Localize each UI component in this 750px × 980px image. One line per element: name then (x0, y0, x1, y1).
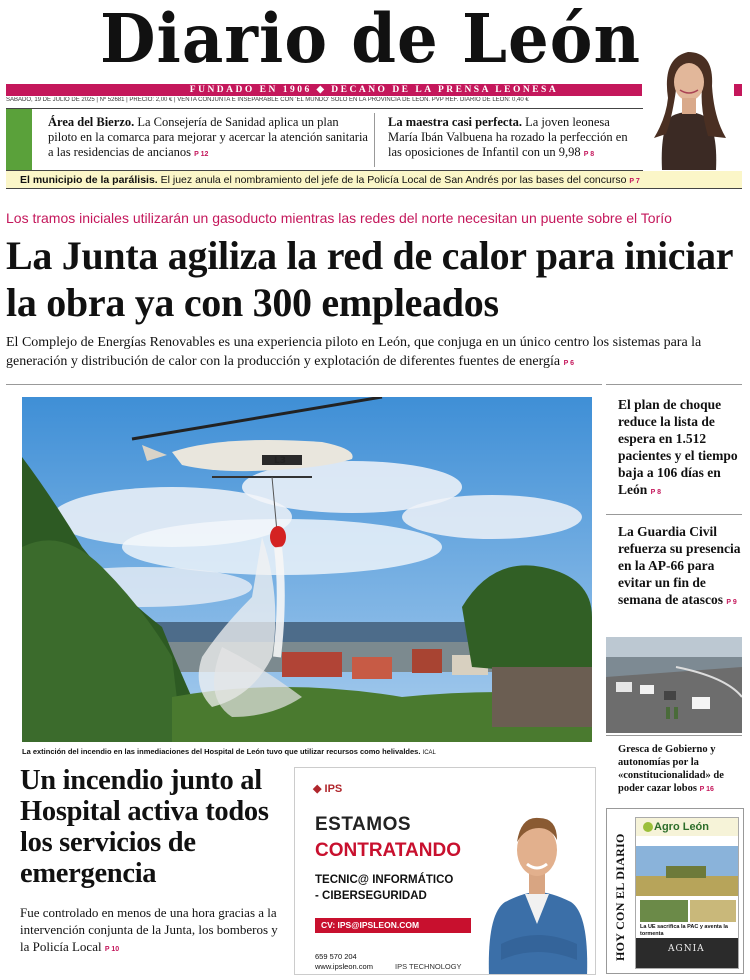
teaser-bierzo-text: La Consejería de Sanidad aplica un plan piloto en la comarca para mejorar y acercar la atención sanitaria a las residencias de ancianos (48, 115, 368, 159)
divider (374, 113, 375, 167)
founded-banner: FUNDADO EN 1906 ◆ DECANO DE LA PRENSA LEONESA (6, 84, 742, 96)
teaser-maestra[interactable] (388, 115, 638, 162)
divider (606, 514, 742, 515)
teaser-maestra-lead: La maestra casi perfecta. (388, 115, 522, 129)
main-story-headline[interactable]: La Junta agiliza la red de calor para iniciar la obra ya con 300 empleados (6, 233, 733, 325)
main-story-lead-text: El Complejo de Energías Renovables es una experiencia piloto en León, que conjuga en un único centro los sistemas para la generación y distribución de calor con la producción y explotación de diferentes fuentes de energía (6, 335, 702, 369)
page-ref: P 10 (104, 946, 120, 953)
sidebar-story-guardia-text: La Guardia Civil refuerza su presencia en la AP-66 para evitar un fin de semana de atascos (618, 524, 741, 607)
dateline: SÁBADO, 19 DE JULIO DE 2025 | Nº 52681 | PRECIO: 2,00 € | VENTA CONJUNTA E INSEPARABLE CON 'EL MUNDO' SÓLO EN LA PROVINCIA DE LEÓN. PVP REF. DIARIO DE LEÓN: 0,40 € (6, 97, 529, 103)
hoy-con-el-diario-box (606, 808, 744, 974)
sidebar-story-gresca-text: Gresca de Gobierno y autonomías por la «constitucionalidad» de poder cazar lobos (618, 744, 724, 794)
ad-line-tecnico: TECNIC@ INFORMÁTICO (315, 874, 454, 886)
hoy-label: HOY CON EL DIARIO (613, 833, 627, 961)
agro-leon-supplement[interactable] (635, 817, 739, 969)
page-ref: P 16 (699, 786, 714, 793)
fire-story-headline[interactable]: Un incendio junto al Hospital activa todos los servicios de emergencia (20, 765, 269, 889)
ad-line-contratando: CONTRATANDO (315, 840, 461, 861)
sidebar-story-plan-text: El plan de choque reduce la lista de espera en 1.512 pacientes y el tiempo baja a 106 días en León (618, 397, 738, 497)
page-ref: P 12 (194, 151, 209, 158)
fire-story-body-text: Fue controlado en menos de una hora gracias a la intervención conjunta de la Junta, los bomberos y la Policía Local (20, 905, 278, 954)
yellow-bar-text: El juez anula el nombramiento del jefe de la Policía Local de San Andrés por las bases del concurso (157, 174, 627, 186)
ad-tagline: IPS TECHNOLOGY (395, 962, 462, 971)
ad-brand-text: IPS (324, 783, 343, 795)
photo-caption (22, 747, 436, 756)
ips-logo-icon: ◆ (313, 783, 322, 795)
highway-traffic-photo (606, 637, 742, 733)
sidebar-story-gresca[interactable] (618, 743, 744, 796)
bierzo-color-block (6, 109, 32, 170)
ad-website[interactable]: www.ipsleon.com (315, 962, 373, 971)
sidebar-story-plan[interactable] (618, 396, 744, 501)
page-ref: P 7 (629, 178, 640, 185)
page-ref: P 9 (726, 599, 737, 606)
supplement-title: Agro León (654, 821, 709, 833)
ad-man-photo (481, 794, 593, 975)
teaser-row (6, 108, 643, 171)
page-ref: P 8 (650, 489, 662, 496)
ips-job-advert[interactable] (294, 767, 596, 975)
ad-phone: 659 570 204 (315, 952, 357, 961)
main-story-kicker: Los tramos iniciales utilizarán un gasoducto mientras las redes del norte necesitan un puente sobre el Torío (6, 210, 672, 226)
ad-line-estamos: ESTAMOS (315, 814, 412, 835)
helicopter-mark: L3 (274, 456, 286, 466)
supplement-caption: La UE sacrifica la PAC y aventa la tormenta (640, 924, 728, 937)
divider (606, 384, 742, 385)
ad-brand-logo (313, 782, 342, 795)
teacher-portrait-photo (642, 38, 734, 170)
page-ref: P 8 (583, 151, 595, 158)
teaser-bierzo-lead: Área del Bierzo. (48, 115, 135, 129)
fire-story-body (20, 904, 290, 958)
ad-cv-email[interactable]: CV: IPS@IPSLEON.COM (315, 918, 471, 933)
ad-line-ciberseguridad: - CIBERSEGURIDAD (315, 890, 427, 902)
newspaper-logo[interactable]: Diario de León (100, 0, 641, 79)
main-story-lead (6, 333, 742, 373)
divider (606, 735, 742, 736)
page-ref: P 6 (563, 360, 574, 367)
photo-box (6, 384, 602, 760)
yellow-bar-lead: El municipio de la parálisis. (20, 174, 158, 186)
sidebar-story-guardia[interactable] (618, 523, 744, 611)
yellow-news-bar[interactable] (6, 171, 742, 189)
teaser-bierzo[interactable] (48, 115, 368, 162)
photo-caption-text: La extinción del incendio en las inmediaciones del Hospital de León tuvo que utilizar recursos como helivaldes. (22, 747, 421, 756)
photo-credit: ICAL (422, 750, 436, 756)
helicopter-fire-photo[interactable] (22, 397, 592, 742)
teaser-maestra-text: La joven leonesa María Ibán Valbuena ha rozado la perfección en las oposiciones de Infantil con un 9,98 (388, 115, 628, 159)
masthead (0, 0, 750, 105)
supplement-footer-ad: AGNIA (668, 944, 705, 954)
